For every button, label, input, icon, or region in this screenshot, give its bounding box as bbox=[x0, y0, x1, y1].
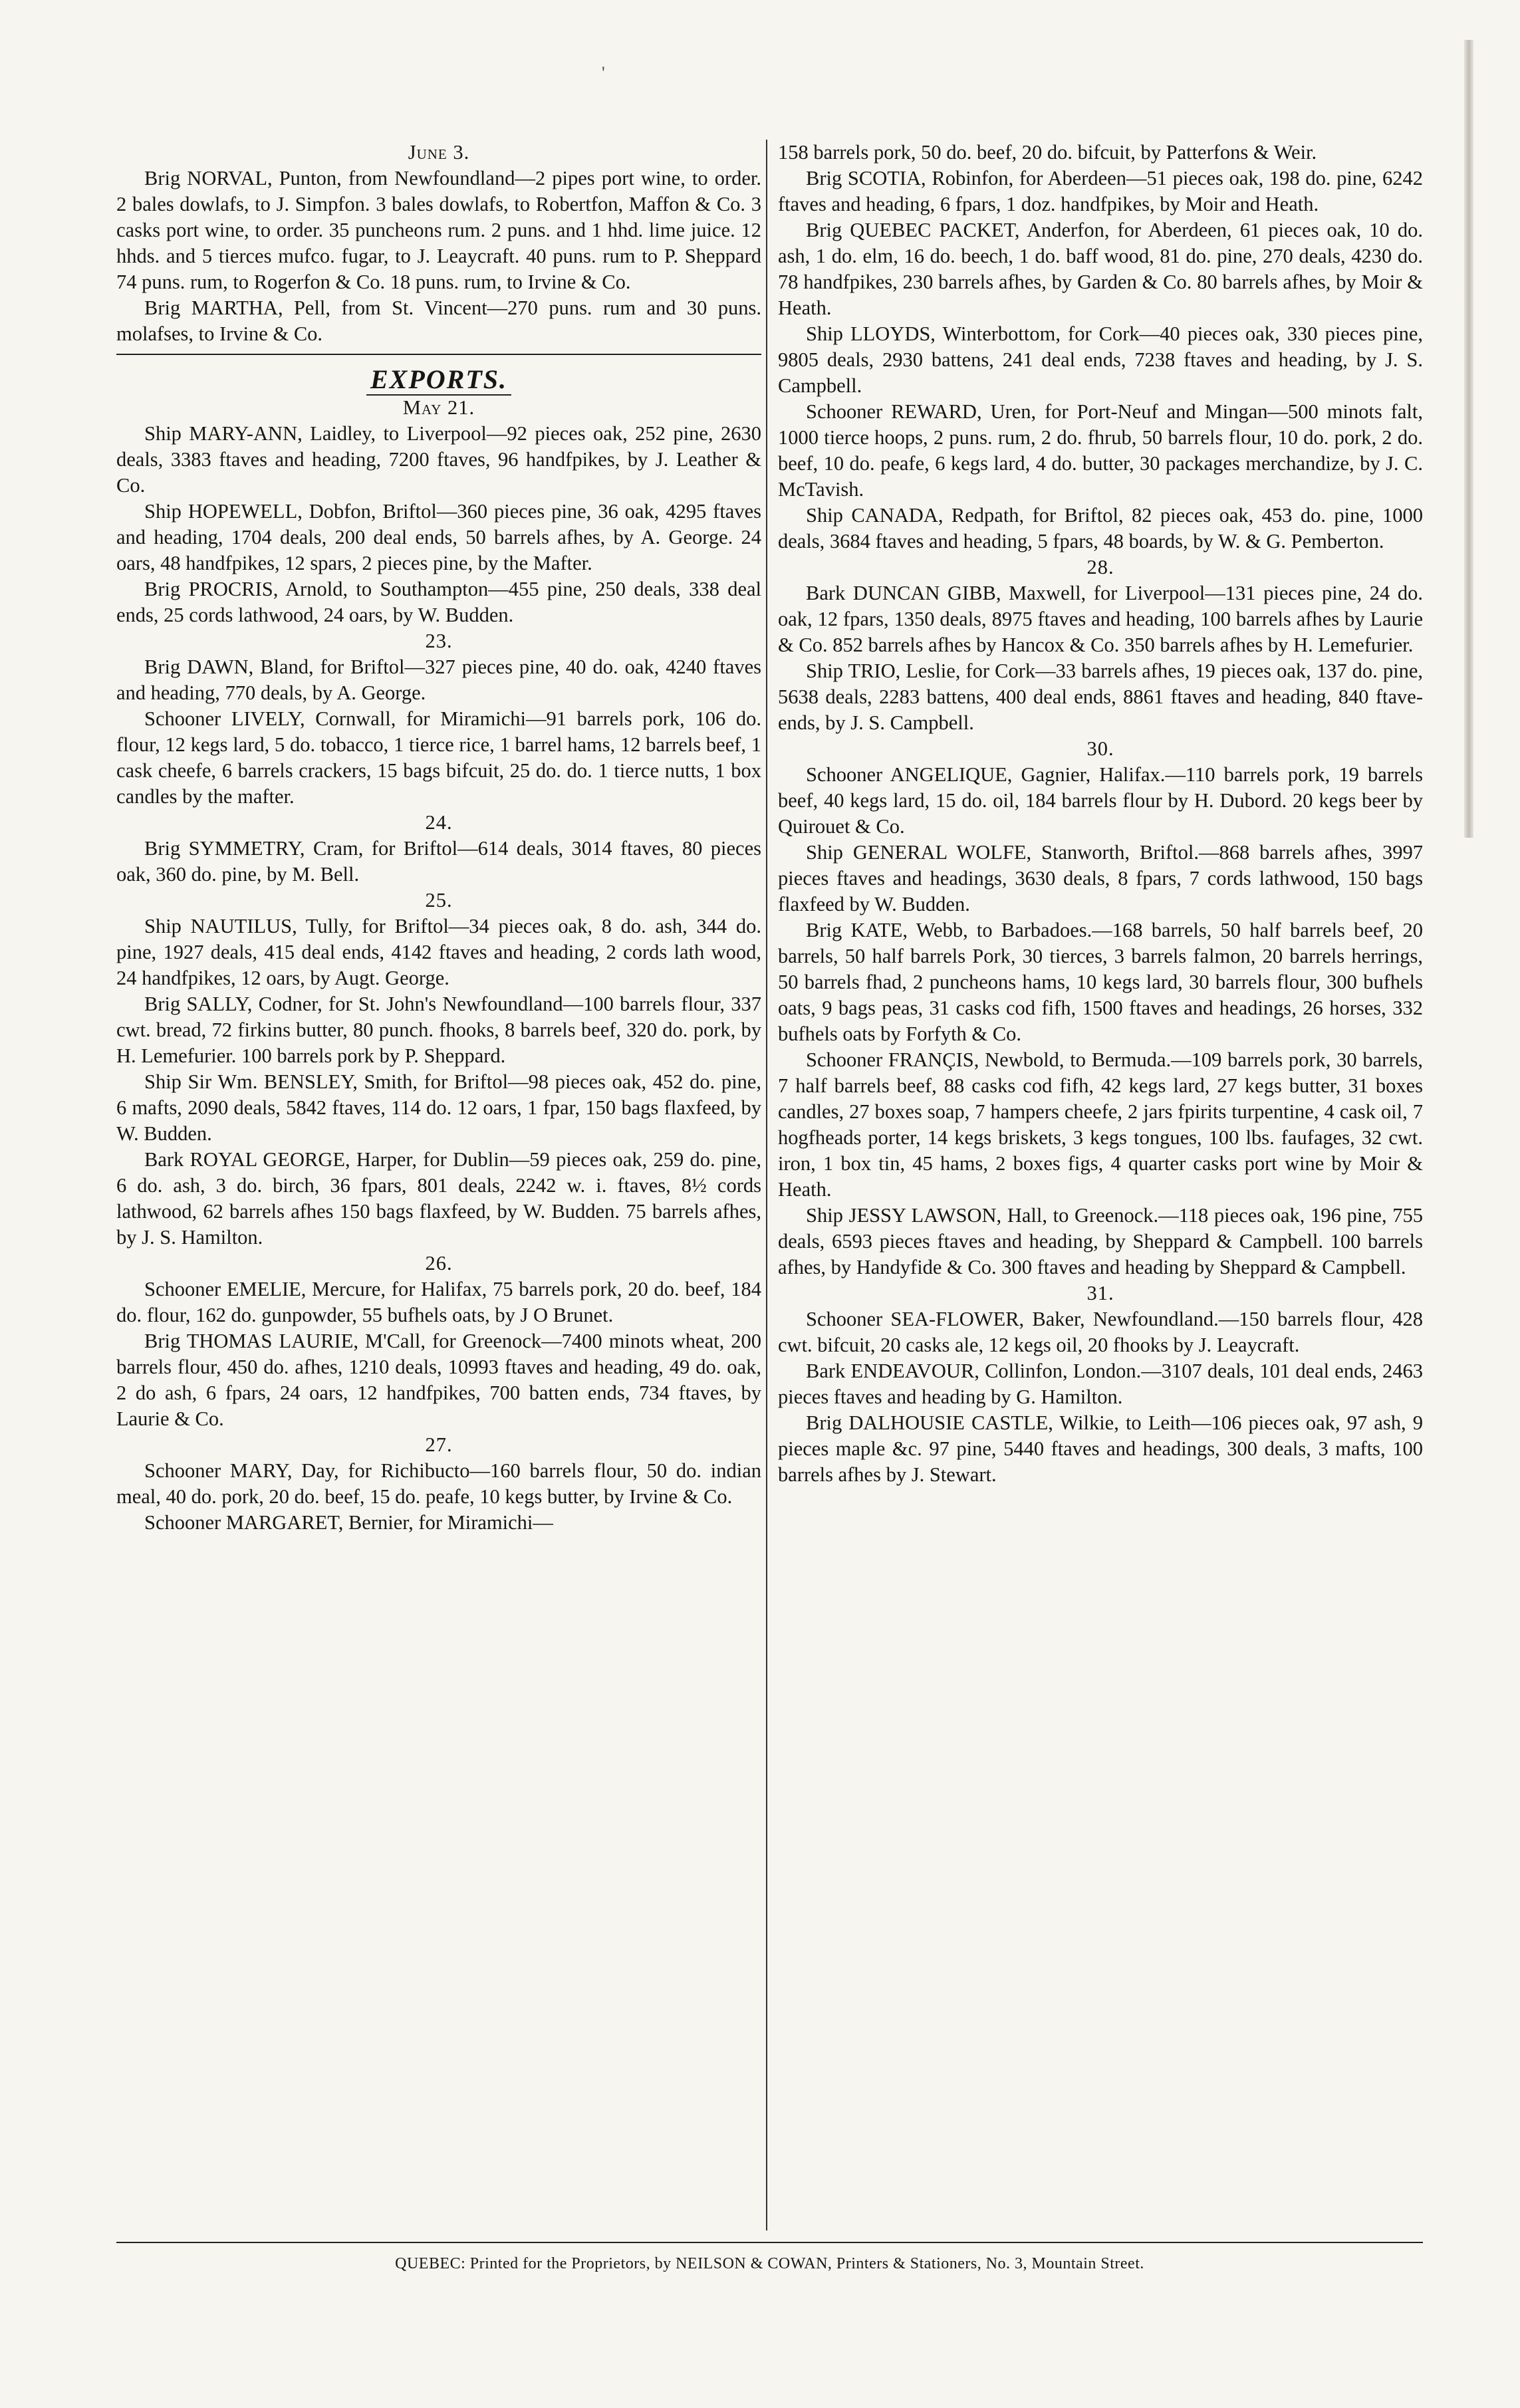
column-divider bbox=[766, 140, 767, 2230]
date-heading: 28. bbox=[1086, 556, 1114, 578]
shipping-entry: Bark DUNCAN GIBB, Maxwell, for Liverpool—131 pieces pine, 24 do. oak, 12 fpars, 1350 deals, 8975 ftaves and heading, 100 barrels afhes by Laurie & Co. 852 barrels afhes by Hancox & Co. 350 barrels afhes by H. Lemefurier. bbox=[778, 582, 1423, 656]
date-heading: 26. bbox=[425, 1252, 453, 1274]
date-heading: 27. bbox=[425, 1433, 453, 1456]
shipping-entry: Schooner FRANÇIS, Newbold, to Bermuda.—109 barrels pork, 30 barrels, 7 half barrels beef, 88 casks cod fifh, 42 kegs lard, 27 kegs butter, 31 boxes candles, 27 boxes soap, 7 hampers cheefe, 2 jars fpirits turpentine, 4 cask oil, 7 hogfheads porter, 14 kegs briskets, 3 kegs tongues, 100 lbs. faufages, 32 cwt. iron, 1 box tin, 45 hams, 2 boxes figs, 4 quarter casks port wine by Moir & Heath. bbox=[778, 1048, 1423, 1201]
date-heading: May 21. bbox=[402, 396, 475, 419]
shipping-entry: Schooner MARY, Day, for Richibucto—160 barrels flour, 50 do. indian meal, 40 do. pork, 20 do. beef, 15 do. peafe, 10 kegs butter, by Irvine & Co. bbox=[116, 1459, 761, 1508]
section-heading bbox=[116, 364, 761, 395]
shipping-entry: Ship NAUTILUS, Tully, for Briftol—34 pieces oak, 8 do. ash, 344 do. pine, 1927 deals, 415 deal ends, 4142 ftaves and heading, 2 cords lath wood, 24 handfpikes, 12 oars, by Augt. George. bbox=[116, 915, 761, 989]
shipping-entry: Brig KATE, Webb, to Barbadoes.—168 barrels, 50 half barrels beef, 20 barrels, 50 half barrels Pork, 30 tierces, 3 barrels falmon, 20 barrels herrings, 50 barrels fhad, 2 puncheons hams, 10 kegs lard, 30 barrels flour, 300 bufhels oats, 9 bags peas, 31 casks cod fifh, 1500 ftaves and headings, 26 horses, 332 bufhels oats by Forfyth & Co. bbox=[778, 919, 1423, 1045]
shipping-entry: Ship CANADA, Redpath, for Briftol, 82 pieces oak, 453 do. pine, 1000 deals, 3684 ftaves and heading, 5 fpars, 48 boards, by W. & G. Pemberton. bbox=[778, 504, 1423, 552]
shipping-entry: Ship HOPEWELL, Dobfon, Briftol—360 pieces pine, 36 oak, 4295 ftaves and heading, 1704 deals, 200 deal ends, 50 barrels afhes, by A. George. 24 oars, 48 handfpikes, 12 spars, 2 pieces pine, by the Mafter. bbox=[116, 500, 761, 574]
imprint-footer: QUEBEC: Printed for the Proprietors, by NEILSON & COWAN, Printers & Stationers, No. 3, Mountain Street. bbox=[395, 2255, 1144, 2272]
shipping-entry: Schooner EMELIE, Mercure, for Halifax, 75 barrels pork, 20 do. beef, 184 do. flour, 162 do. gunpowder, 55 bufhels oats, by J O Brunet. bbox=[116, 1278, 761, 1326]
shipping-entry: Brig SALLY, Codner, for St. John's Newfoundland—100 barrels flour, 337 cwt. bread, 72 firkins butter, 80 punch. fhooks, 8 barrels beef, 320 do. pork, by H. Lemefurier. 100 barrels pork by P. Sheppard. bbox=[116, 993, 761, 1067]
section-rule bbox=[116, 354, 761, 355]
shipping-entry: Ship Sir Wm. BENSLEY, Smith, for Briftol—98 pieces oak, 452 do. pine, 6 mafts, 2090 deals, 5842 ftaves, 114 do. 12 oars, 1 fpar, 150 bags flaxfeed, by W. Budden. bbox=[116, 1070, 761, 1145]
shipping-entry: Ship LLOYDS, Winterbottom, for Cork—40 pieces oak, 330 pieces pine, 9805 deals, 2930 battens, 241 deal ends, 7238 ftaves and heading, by J. S. Campbell. bbox=[778, 322, 1423, 397]
date-heading: 30. bbox=[1086, 737, 1114, 760]
shipping-entry: Schooner ANGELIQUE, Gagnier, Halifax.—110 barrels pork, 19 barrels beef, 40 kegs lard, 15 do. oil, 184 barrels flour by H. Dubord. 20 kegs beer by Quirouet & Co. bbox=[778, 763, 1423, 838]
footer-rule bbox=[116, 2242, 1423, 2243]
shipping-entry: Brig SCOTIA, Robinfon, for Aberdeen—51 pieces oak, 198 do. pine, 6242 ftaves and heading, 6 fpars, 1 doz. handfpikes, by Moir and Heath. bbox=[778, 167, 1423, 215]
shipping-entry: Brig NORVAL, Punton, from Newfoundland—2 pipes port wine, to order. 2 bales dowlafs, to J. Simpfon. 3 bales dowlafs, to Robertfon, Maffon & Co. 3 casks port wine, to order. 35 puncheons rum. 2 puns. and 1 hhd. lime juice. 12 hhds. and 5 tierces mufco. fugar, to J. Leaycraft. 40 puns. rum to P. Sheppard 74 puns. rum, to Rogerfon & Co. 18 puns. rum, to Irvine & Co. bbox=[116, 167, 761, 293]
page-mark: ' bbox=[602, 63, 605, 82]
shipping-entry: Brig MARTHA, Pell, from St. Vincent—270 puns. rum and 30 puns. molafses, to Irvine & Co. bbox=[116, 297, 761, 345]
date-heading: 23. bbox=[425, 630, 453, 652]
shipping-entry: Ship JESSY LAWSON, Hall, to Greenock.—118 pieces oak, 196 pine, 755 deals, 6593 pieces ftaves and heading, by Sheppard & Campbell. 100 barrels afhes, by Handyfide & Co. 300 ftaves and heading by Sheppard & Campbell. bbox=[778, 1204, 1423, 1278]
shipping-entry: Bark ROYAL GEORGE, Harper, for Dublin—59 pieces oak, 259 do. pine, 6 do. ash, 3 do. birch, 36 fpars, 801 deals, 2242 w. i. ftaves, 8½ cords lathwood, 62 barrels afhes 150 bags flaxfeed, by W. Budden. 75 barrels afhes, by J. S. Hamilton. bbox=[116, 1148, 761, 1249]
shipping-entry: Brig QUEBEC PACKET, Anderfon, for Aberdeen, 61 pieces oak, 10 do. ash, 1 do. elm, 16 do. beech, 1 do. baff wood, 81 do. pine, 270 deals, 4230 do. 78 handfpikes, 230 barrels afhes, by Garden & Co. 80 barrels afhes, by Moir & Heath. bbox=[778, 219, 1423, 319]
shipping-entry: Brig PROCRIS, Arnold, to Southampton—455 pine, 250 deals, 338 deal ends, 25 cords lathwood, 24 oars, by W. Budden. bbox=[116, 578, 761, 626]
page-edge-shadow bbox=[1464, 40, 1473, 838]
shipping-entry: Bark ENDEAVOUR, Collinfon, London.—3107 deals, 101 deal ends, 2463 pieces ftaves and heading by G. Hamilton. bbox=[778, 1360, 1423, 1408]
shipping-entry: Schooner MARGARET, Bernier, for Miramichi— bbox=[144, 1511, 553, 1534]
shipping-entry: Brig DAWN, Bland, for Briftol—327 pieces pine, 40 do. oak, 4240 ftaves and heading, 770 deals, by A. George. bbox=[116, 656, 761, 704]
shipping-entry: Schooner SEA-FLOWER, Baker, Newfoundland.—150 barrels flour, 428 cwt. bifcuit, 20 casks ale, 12 kegs oil, 20 fhooks by J. Leaycraft. bbox=[778, 1308, 1423, 1356]
shipping-entry: Brig SYMMETRY, Cram, for Briftol—614 deals, 3014 ftaves, 80 pieces oak, 360 do. pine, by M. Bell. bbox=[116, 837, 761, 886]
shipping-entry: Brig THOMAS LAURIE, M'Call, for Greenock—7400 minots wheat, 200 barrels flour, 450 do. afhes, 1210 deals, 10993 ftaves and heading, 49 do. oak, 2 do ash, 6 fpars, 24 oars, 12 handfpikes, 700 batten ends, 734 ftaves, by Laurie & Co. bbox=[116, 1330, 761, 1430]
shipping-entry: Ship MARY-ANN, Laidley, to Liverpool—92 pieces oak, 252 pine, 2630 deals, 3383 ftaves and heading, 7200 ftaves, 96 handfpikes, by J. Leather & Co. bbox=[116, 422, 761, 497]
shipping-entry: Brig DALHOUSIE CASTLE, Wilkie, to Leith—106 pieces oak, 97 ash, 9 pieces maple &c. 97 pine, 5440 ftaves and headings, 300 deals, 3 mafts, 100 barrels afhes by J. Stewart. bbox=[778, 1411, 1423, 1486]
section-heading-text: EXPORTS. bbox=[366, 364, 511, 396]
date-heading: June 3. bbox=[408, 141, 470, 164]
date-heading: 25. bbox=[425, 889, 453, 911]
date-heading: 31. bbox=[1086, 1282, 1114, 1304]
entry-continuation: 158 barrels pork, 50 do. beef, 20 do. bifcuit, by Patterfons & Weir. bbox=[778, 141, 1317, 164]
shipping-entry: Ship GENERAL WOLFE, Stanworth, Briftol.—868 barrels afhes, 3997 pieces ftaves and headings, 3630 deals, 8 fpars, 7 cords lathwood, 150 bags flaxfeed by W. Budden. bbox=[778, 841, 1423, 915]
date-heading: 24. bbox=[425, 811, 453, 834]
right-column bbox=[778, 140, 1423, 1488]
shipping-entry: Schooner LIVELY, Cornwall, for Miramichi—91 barrels pork, 106 do. flour, 12 kegs lard, 5 do. tobacco, 1 tierce rice, 1 barrel hams, 12 barrels beef, 1 cask cheefe, 6 barrels crackers, 15 bags bifcuit, 25 do. do. 1 tierce nutts, 1 box candles by the mafter. bbox=[116, 707, 761, 808]
shipping-entry: Ship TRIO, Leslie, for Cork—33 barrels afhes, 19 pieces oak, 137 do. pine, 5638 deals, 2283 battens, 400 deal ends, 8861 ftaves and heading, 840 ftave-ends, by J. S. Campbell. bbox=[778, 660, 1423, 734]
shipping-entry: Schooner REWARD, Uren, for Port-Neuf and Mingan—500 minots falt, 1000 tierce hoops, 2 puns. rum, 2 do. fhrub, 50 barrels flour, 10 do. pork, 2 do. beef, 10 do. peafe, 6 kegs lard, 4 do. butter, 30 packages merchandize, by J. C. McTavish. bbox=[778, 400, 1423, 501]
left-column bbox=[116, 140, 761, 1536]
